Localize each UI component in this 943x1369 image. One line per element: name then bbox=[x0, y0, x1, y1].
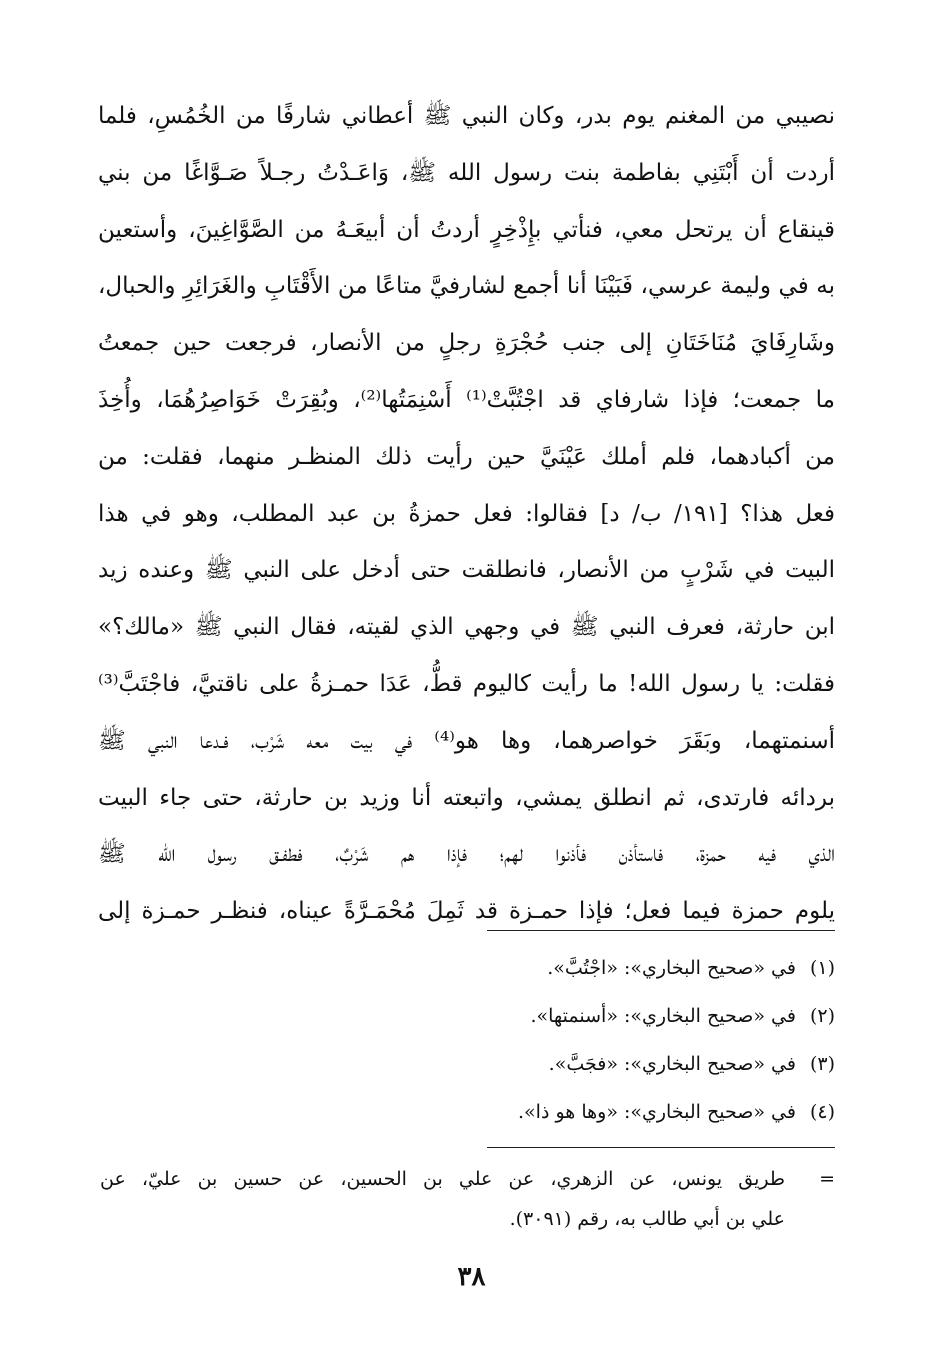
text-line: يلوم حمزة فيما فعل؛ فإذا حمـزة قد ثَمِلَ مُحْمَـرَّةً عيناه، فنظـر حمـزة إلى bbox=[98, 898, 835, 925]
text-line: ابن حارثة، فعرف النبي ﷺ في وجهي الذي لقيته، فقال النبي ﷺ «مالك؟» bbox=[98, 614, 835, 641]
text-line: وشَارِفَايَ مُنَاخَتَانِ إلى جنب حُجْرَةِ رجلٍ من الأنصار، فرجعت حين جمعتُ bbox=[98, 330, 835, 357]
text-line: البيت في شَرْبٍ من الأنصار، فانطلقت حتى أدخل على النبي ﷺ وعنده زيد bbox=[98, 557, 835, 584]
footnote-item bbox=[335, 1092, 835, 1140]
footnote-separator bbox=[487, 930, 835, 931]
page-number: ٣٨ bbox=[457, 1262, 486, 1292]
continuation-line: علي بن أبي طالب به، رقم (٣٠٩١). bbox=[509, 1208, 785, 1230]
text-line: أسنمتهما، وبَقَرَ خواصرهما، وها هو⁽⁴⁾ في بيت معه شَرْب، فـدعا النبي ﷺ bbox=[98, 727, 836, 754]
footnote-item bbox=[335, 948, 835, 996]
text-line: فقلت: يا رسول الله! ما رأيت كاليوم قطُّ، عَدَا حمـزةُ على ناقتيَّ، فاجْتَبَّ⁽³⁾ bbox=[98, 670, 835, 697]
text-line: ما جمعت؛ فإذا شارفاي قد اجْتُبَّتْ⁽¹⁾ أَسْنِمَتُها⁽²⁾، وبُقِرَتْ خَوَاصِرُهُمَا، وأُخِذَ bbox=[98, 386, 835, 413]
text-line: قينقاع أن يرتحل معي، فنأتي بإِذْخِرٍ أردتُ أن أبيعَـهُ من الصَّوَّاغِينَ، وأستعين bbox=[98, 216, 835, 243]
footnote-text: في «صحيح البخاري»: «اجْتُبَّ». bbox=[547, 957, 796, 979]
footnote-number: (٣) bbox=[809, 1053, 835, 1075]
footnote-text: في «صحيح البخاري»: «وها هو ذا». bbox=[518, 1101, 796, 1123]
text-line: بردائه فارتدى، ثم انطلق يمشي، واتبعته أنا وزيد بن حارثة، حتى جاء البيت bbox=[98, 784, 835, 811]
text-line: أردت أن أَبْتَنِي بفاطمة بنت رسول الله ﷺ، وَاعَـدْتُ رجـلاً صَـوَّاغًا من بني bbox=[98, 159, 835, 186]
main-text-block bbox=[98, 88, 835, 940]
footnotes-list bbox=[335, 948, 835, 1140]
continuation-text bbox=[100, 1160, 785, 1240]
footnote-number: (٢) bbox=[809, 1005, 835, 1027]
text-line: نصيبي من المغنم يوم بدر، وكان النبي ﷺ أعطاني شارفًا من الخُمُسِ، فلما bbox=[98, 103, 835, 129]
footnote-item bbox=[335, 1044, 835, 1092]
continuation-line: طريق يونس، عن الزهري، عن علي بن الحسين، عن حسين بن عليّ، عن bbox=[100, 1168, 785, 1190]
text-line: من أكبادهما، فلم أملك عَيْنَيَّ حين رأيت ذلك المنظـر منهما، فقلت: من bbox=[98, 443, 835, 470]
continuation-separator bbox=[487, 1147, 835, 1148]
footnote-text: في «صحيح البخاري»: «فجَبَّ». bbox=[548, 1053, 796, 1075]
continuation-mark: = bbox=[819, 1168, 835, 1190]
text-line: به في وليمة عرسي، فَبَيْنَا أنا أجمع لشارفيَّ متاعًا من الأَقْتَابِ والغَرَائِرِ والحبال، bbox=[98, 273, 835, 300]
footnote-number: (١) bbox=[809, 957, 835, 979]
footnote-text: في «صحيح البخاري»: «أسنمتها». bbox=[530, 1005, 796, 1027]
footnote-item bbox=[335, 996, 835, 1044]
footnote-number: (٤) bbox=[809, 1101, 835, 1123]
text-line: الذي فيه حمزة، فاستأذن فأذنوا لهم؛ فإذا هم شَرْبٌ، فطفـق رسول الله ﷺ bbox=[98, 841, 835, 868]
text-line: فعل هذا؟ [١٩١/ ب/ د] فقالوا: فعل حمزةُ بن عبد المطلب، وهو في هذا bbox=[98, 500, 835, 527]
